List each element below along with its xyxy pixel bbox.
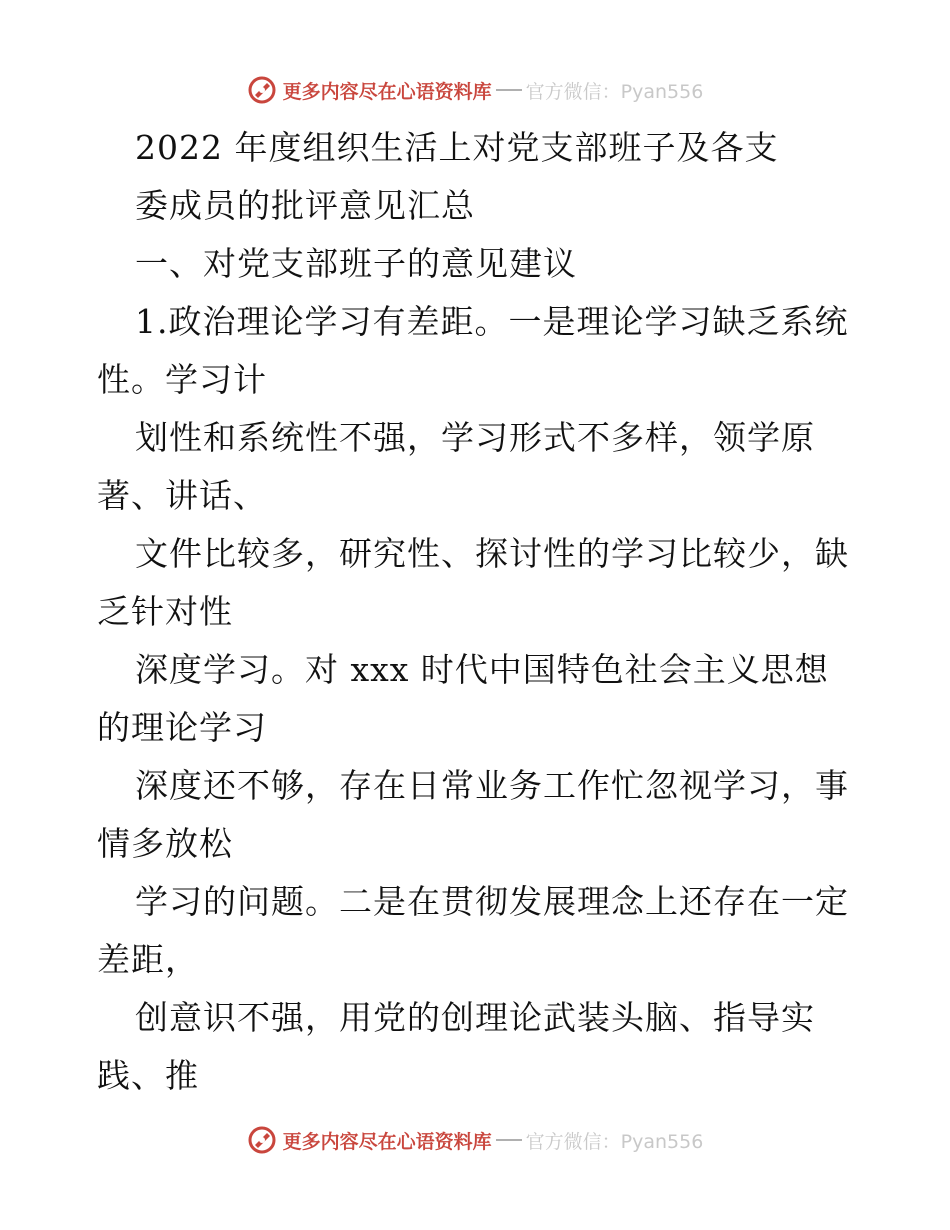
document-line: 创意识不强，用党的创理论武装头脑、指导实: [135, 998, 815, 1037]
document-line: 深度还不够，存在日常业务工作忙忽视学习，事: [135, 766, 849, 805]
document-line: 差距，: [97, 940, 199, 979]
document-line: 一、对党支部班子的意见建议: [135, 244, 577, 283]
promo-text: 更多内容尽在心语资料库: [282, 1130, 492, 1153]
document-body: [97, 119, 877, 1105]
document-line: 性。学习计: [97, 360, 267, 399]
promo-text: 更多内容尽在心语资料库: [282, 80, 492, 103]
document-line: 划性和系统性不强，学习形式不多样，领学原: [135, 418, 815, 457]
document-line: 的理论学习: [97, 708, 267, 747]
official-wechat-text: 官方微信：Pyan556: [525, 1130, 704, 1153]
header-watermark-banner: [0, 70, 950, 110]
document-line: 践、推: [97, 1056, 199, 1095]
document-line: 2022 年度组织生活上对党支部班子及各支: [135, 128, 779, 167]
banner-dash-divider: [496, 1139, 522, 1141]
document-line: 著、讲话、: [97, 476, 267, 515]
banner-dash-divider: [496, 89, 522, 91]
document-line: 情多放松: [97, 824, 233, 863]
document-line: 学习的问题。二是在贯彻发展理念上还存在一定: [135, 882, 849, 921]
document-line: 深度学习。对 xxx 时代中国特色社会主义思想: [135, 650, 829, 689]
document-line: 1.政治理论学习有差距。一是理论学习缺乏系统: [135, 302, 849, 341]
red-seal-logo-icon: [247, 1125, 277, 1155]
official-wechat-text: 官方微信：Pyan556: [525, 80, 704, 103]
document-line: 乏针对性: [97, 592, 233, 631]
red-seal-logo-icon: [247, 75, 277, 105]
document-line: 委成员的批评意见汇总: [135, 186, 475, 225]
footer-watermark-banner: [0, 1120, 950, 1160]
document-line: 文件比较多，研究性、探讨性的学习比较少，缺: [135, 534, 849, 573]
